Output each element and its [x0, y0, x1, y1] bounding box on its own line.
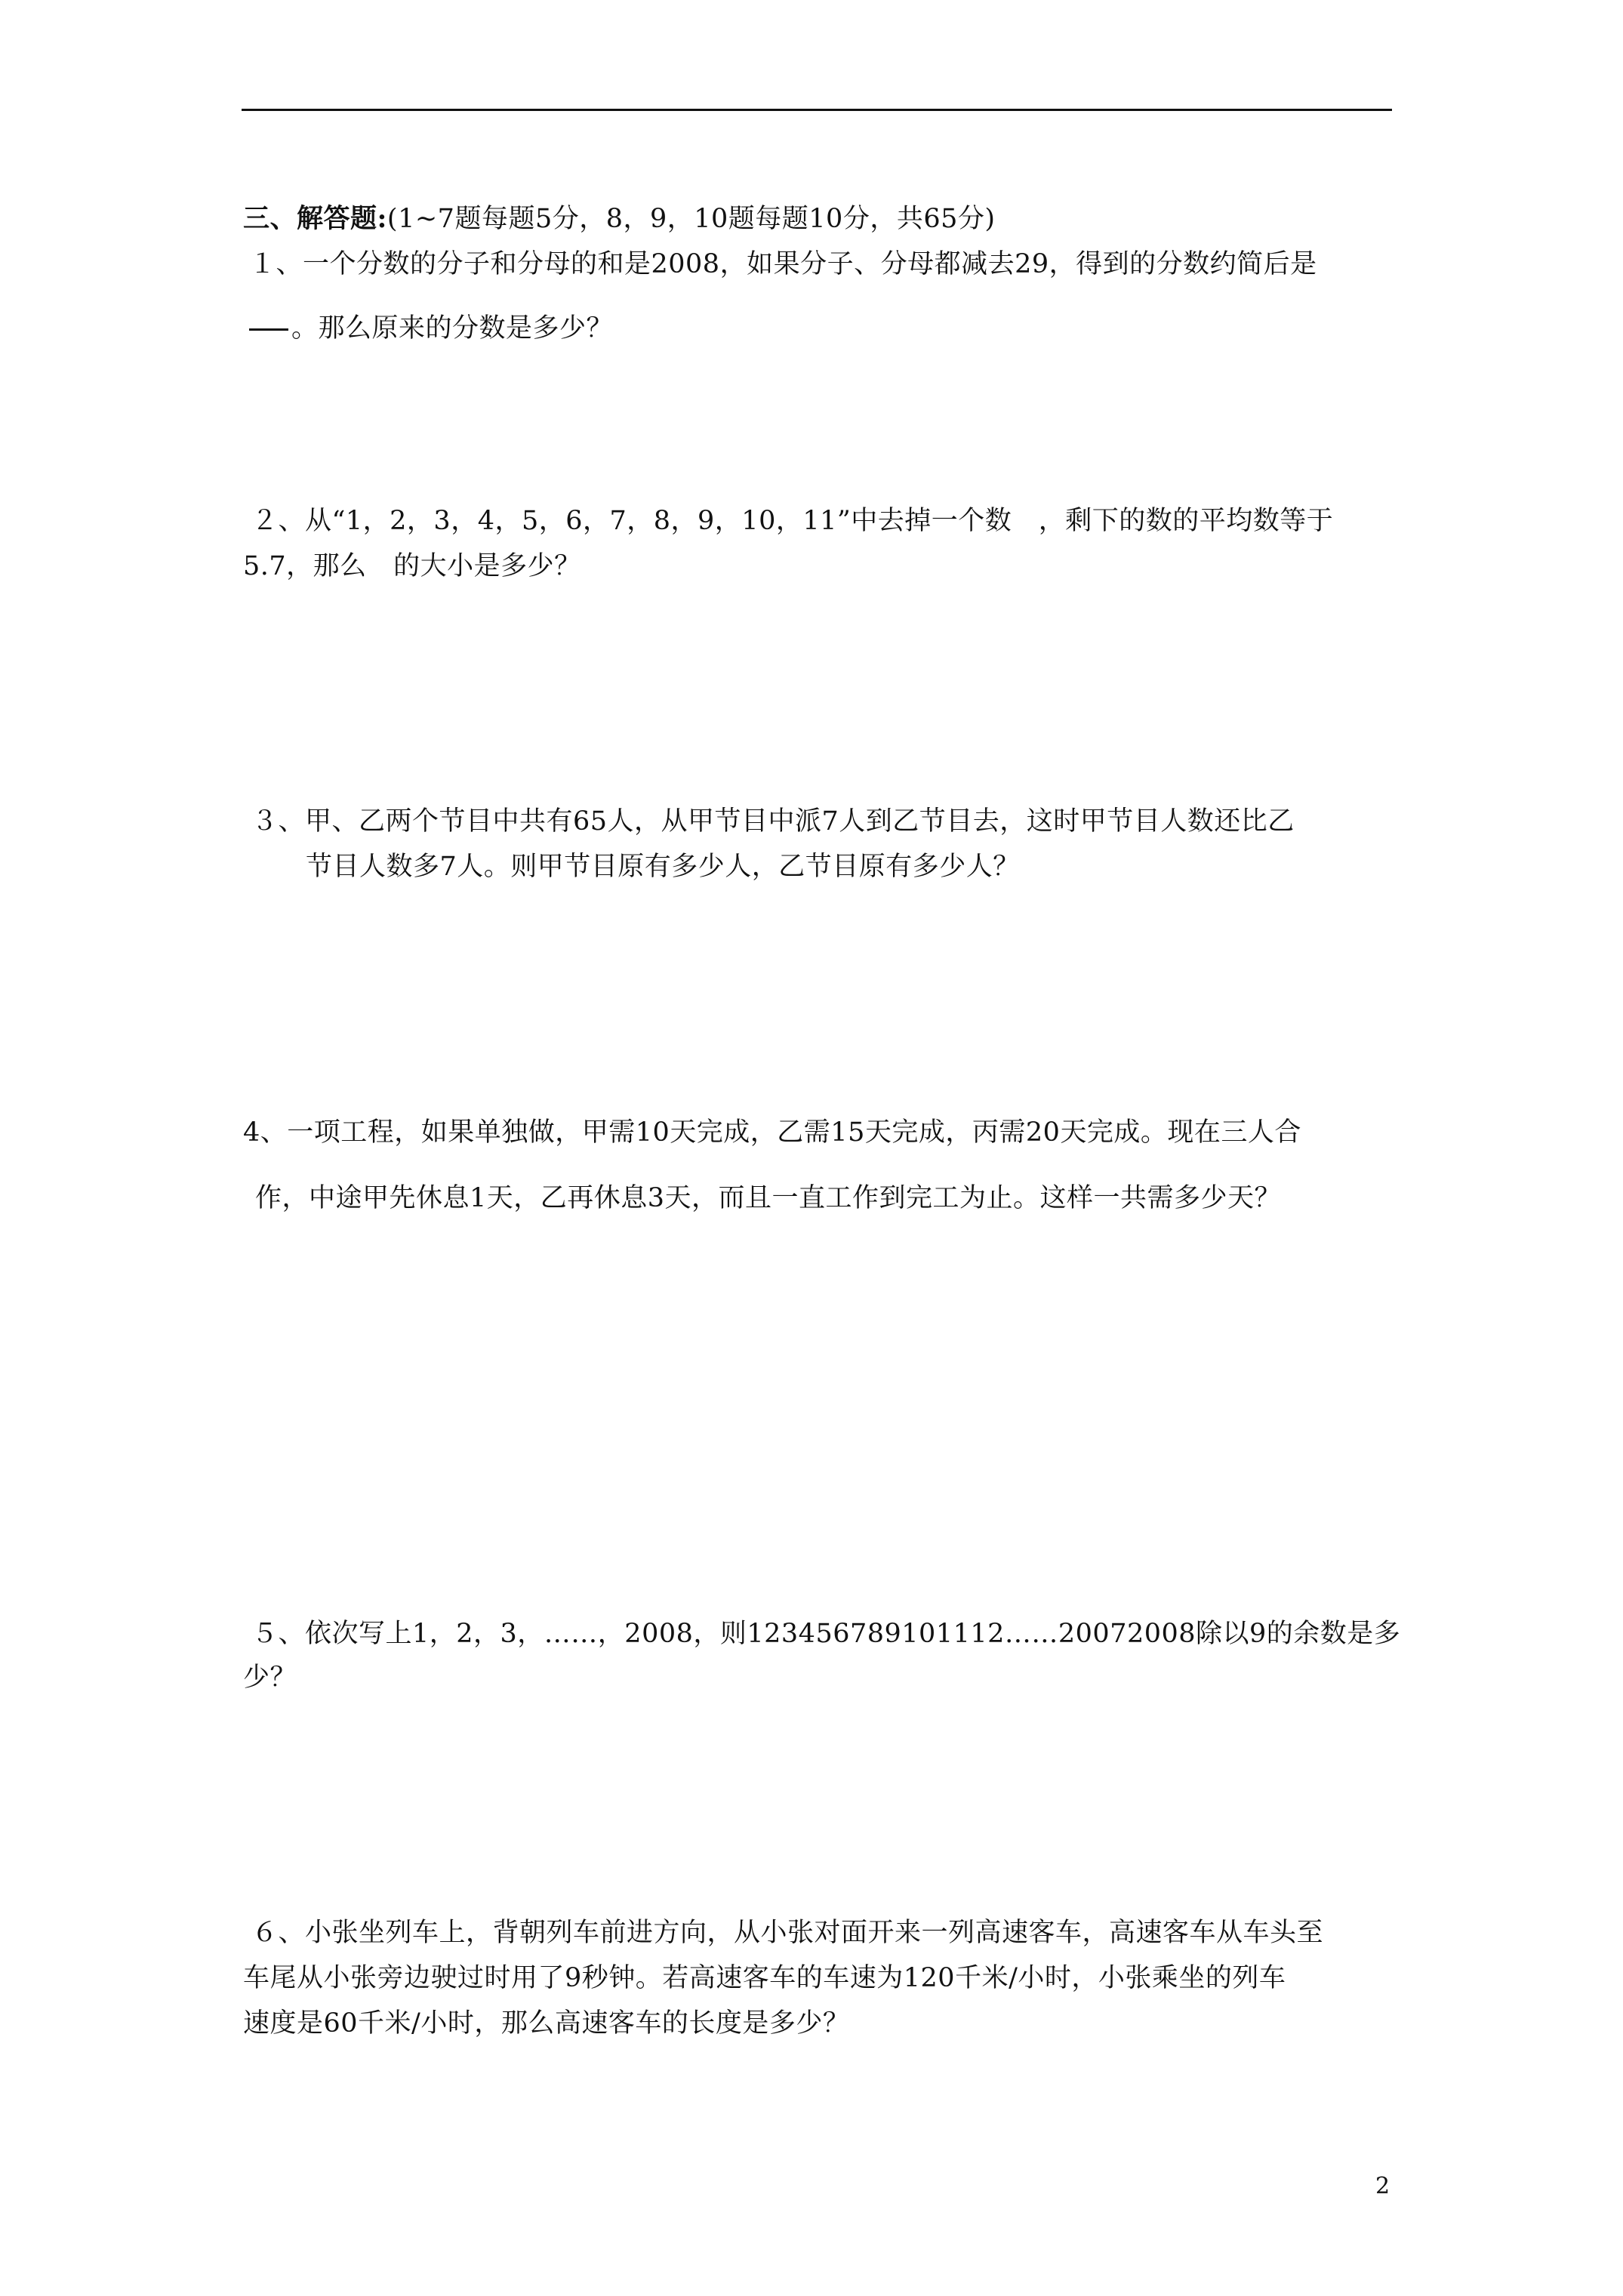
question-2-line-1: ２、从“1，2，3，4，5，6，7，8，9，10，11”中去掉一个数 ，剩下的数的平均数等于	[251, 506, 1334, 536]
section-heading: 三、解答题:	[243, 203, 387, 234]
fraction-bar	[249, 328, 288, 331]
question-4-line-1: 4、一项工程，如果单独做，甲需10天完成，乙需15天完成，丙需20天完成。现在三人合	[243, 1117, 1301, 1148]
question-5-line-1: ５、依次写上1，2，3，……，2008，则123456789101112……20072008除以9的余数是多	[251, 1619, 1401, 1649]
question-1-line-2	[249, 312, 613, 345]
page-number: 2	[1375, 2173, 1390, 2199]
question-5-line-2: 少？	[243, 1663, 297, 1693]
question-2-line-2: 5.7，那么 的大小是多少？	[243, 551, 581, 581]
question-6-line-2: 车尾从小张旁边驶过时用了9秒钟。若高速客车的车速为120千米/小时，小张乘坐的列车	[243, 1963, 1286, 1993]
question-3-line-1: ３、甲、乙两个节目中共有65人，从甲节目中派7人到乙节目去，这时甲节目人数还比乙	[251, 806, 1295, 837]
question-6-line-1: ６、小张坐列车上，背朝列车前进方向，从小张对面开来一列高速客车，高速客车从车头至	[251, 1918, 1324, 1948]
section-title	[243, 202, 996, 236]
question-3-line-2: 节目人数多7人。则甲节目原有多少人，乙节目原有多少人？	[306, 852, 1020, 882]
question-1-line-2-text: 。那么原来的分数是多少？	[291, 313, 614, 344]
question-1-line-1: １、一个分数的分子和分母的和是2008，如果分子、分母都减去29，得到的分数约简后是	[249, 249, 1317, 279]
section-scoring-note: (1~7题每题5分，8，9，10题每题10分，共65分)	[387, 204, 996, 234]
question-4-line-2: 作，中途甲先休息1天，乙再休息3天，而且一直工作到完工为止。这样一共需多少天？	[255, 1183, 1282, 1213]
header-rule	[242, 109, 1392, 111]
question-6-line-3: 速度是60千米/小时，那么高速客车的长度是多少？	[243, 2008, 850, 2039]
